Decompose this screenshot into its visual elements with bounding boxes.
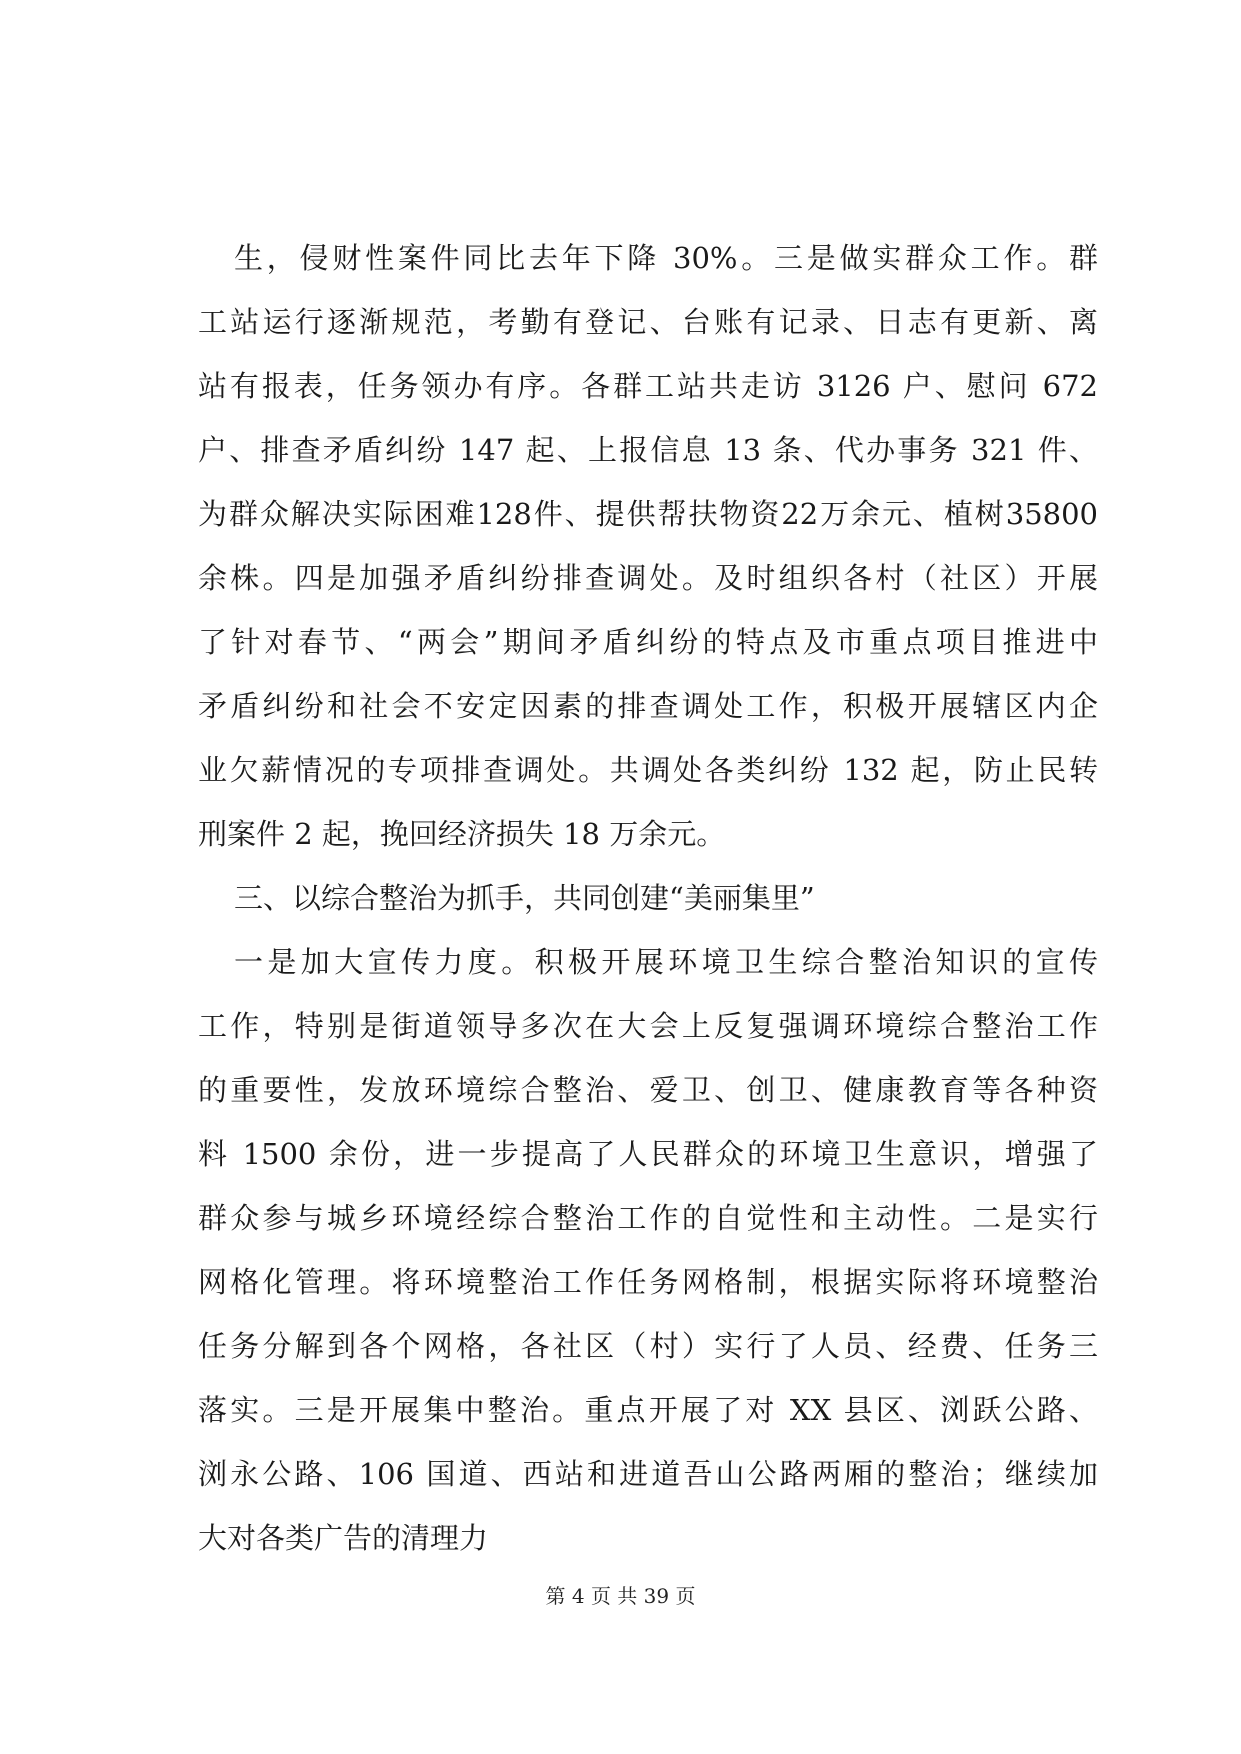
text-line: 生，侵财性案件同比去年下降 30%。三是做实群众工作。群: [234, 241, 1098, 275]
text-line: 业欠薪情况的专项排查调处。共调处各类纠纷 132 起，防止民转: [198, 753, 1098, 787]
text-line: 站有报表，任务领办有序。各群工站共走访 3126 户、慰问 672: [198, 369, 1098, 403]
text-line: 大对各类广告的清理力: [198, 1521, 489, 1555]
text-line: 户、排查矛盾纠纷 147 起、上报信息 13 条、代办事务 321 件、: [198, 433, 1098, 467]
text-line: 群众参与城乡环境经综合整治工作的自觉性和主动性。二是实行: [198, 1201, 1098, 1235]
text-line: 刑案件 2 起，挽回经济损失 18 万余元。: [198, 817, 726, 851]
section-heading: 三、以综合整治为抓手，共同创建“美丽集里”: [234, 881, 815, 915]
body-text: [198, 226, 1098, 1570]
text-line: 料 1500 余份，进一步提高了人民群众的环境卫生意识，增强了: [198, 1137, 1098, 1171]
text-line: 了针对春节、“两会”期间矛盾纠纷的特点及市重点项目推进中: [198, 625, 1098, 659]
page-number-footer: 第 4 页 共 39 页: [545, 1584, 696, 1608]
text-line: 任务分解到各个网格，各社区（村）实行了人员、经费、任务三: [198, 1329, 1098, 1363]
text-line: 浏永公路、106 国道、西站和进道吾山公路两厢的整治；继续加: [198, 1457, 1098, 1491]
text-line: 网格化管理。将环境整治工作任务网格制，根据实际将环境整治: [198, 1265, 1098, 1299]
text-line: 余株。四是加强矛盾纠纷排查调处。及时组织各村（社区）开展: [198, 561, 1098, 595]
text-line: 工作，特别是街道领导多次在大会上反复强调环境综合整治工作: [198, 1009, 1098, 1043]
text-line: 的重要性，发放环境综合整治、爱卫、创卫、健康教育等各种资: [198, 1073, 1098, 1107]
text-line: 矛盾纠纷和社会不安定因素的排查调处工作，积极开展辖区内企: [198, 689, 1098, 723]
text-line: 工站运行逐渐规范，考勤有登记、台账有记录、日志有更新、离: [198, 305, 1098, 339]
text-line: 为群众解决实际困难128件、提供帮扶物资22万余元、植树35800: [198, 497, 1098, 531]
text-line: 落实。三是开展集中整治。重点开展了对 XX 县区、浏跃公路、: [198, 1393, 1098, 1427]
text-line: 一是加大宣传力度。积极开展环境卫生综合整治知识的宣传: [234, 945, 1098, 979]
